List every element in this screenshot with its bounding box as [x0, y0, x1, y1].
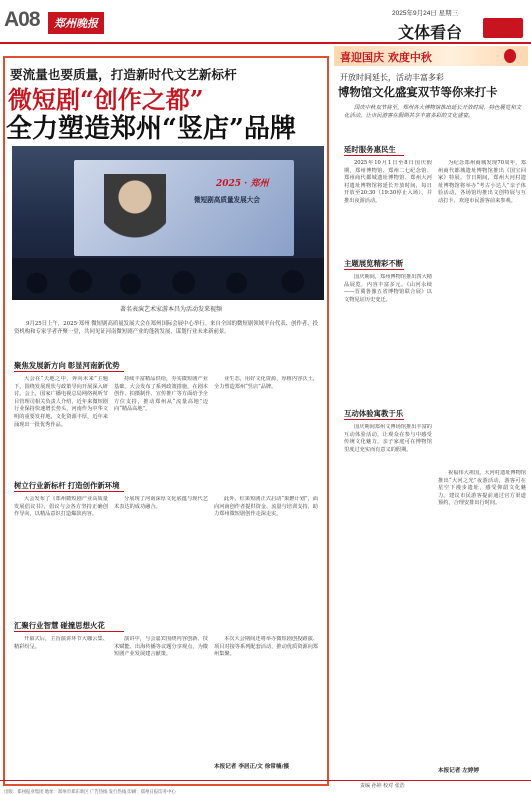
right-section-rule-1	[344, 155, 404, 156]
right-section-heading-1: 延时服务惠民生	[344, 145, 396, 154]
right-section-3-text: 国庆期间郑州文博场馆推出丰富的互动体验活动，让观众在参与中感受传统文化魅力，亲子家庭可在博物馆里度过充实而有意义的假期。	[344, 424, 432, 453]
section-rule-1	[14, 371, 124, 372]
right-section-rule-3	[344, 419, 404, 420]
speaker-figure	[104, 174, 166, 256]
right-headline: 博物馆文化盛宴双节等你来打卡	[338, 85, 498, 99]
page-label: A08	[4, 8, 40, 31]
right-col3-text-2: 祝福伟大祖国。大河村遗址博物馆推出“大河之光”夜游活动，游客可在星空下漫步遗址，感受仰韶文化魅力。建议市民游客提前通过官方渠道预约，合理安排出行时间。	[438, 470, 526, 507]
audience-silhouettes	[12, 258, 324, 300]
festival-banner	[334, 46, 528, 66]
masthead-rule	[0, 42, 531, 44]
section-heading-2: 树立行业新标杆 打造创作新环境	[14, 481, 120, 490]
section-3-col3: 本次大会期间还将举办微短剧创投路演、项目对接等系列配套活动，推动优质资源向郑州集聚。	[214, 636, 318, 658]
editors-line: 责编 孙婷 校对 张浩	[360, 783, 405, 789]
section-1-col1: 大会在“天地之中，奔向未来”主题下，围绕发展现状与政策导向开展深入研讨。会上，国家广播电视总局网络视听节目管理司相关负责人介绍，近年来微短剧行业保持快速增长势头，河南作为中华文明的重要发祥地，文化资源丰厚，近年来涌现出一批优秀作品。	[14, 376, 108, 428]
main-headline-2: 全力塑造郑州“竖店”品牌	[6, 114, 296, 144]
section-heading-1: 聚焦发展新方向 彰显河南新优势	[14, 361, 120, 370]
issue-date: 2025年9月24日 星期三	[392, 10, 459, 17]
section-1-col2: 持续丰富精品供给，夯实微短剧产业基础。大会发布了系列政策措施，在剧本创作、拍摄制作、宣传推广等方面给予全方位支持，推动郑州从“流量高地”迈向“精品高地”。	[114, 376, 208, 413]
right-lead: 国庆中秋双节将至，郑州各大博物馆推出延长开放时间、特色展览和文化活动，让市民游客在假期共享丰富多彩的文化盛宴。	[344, 105, 522, 119]
right-kicker: 开放时间延长，活动丰富多彩	[340, 73, 444, 82]
section-seal-icon	[483, 18, 523, 38]
paper-name-logo: 郑州晚报	[48, 12, 104, 34]
lantern-icon	[504, 49, 516, 63]
photo-banner-title: 微短剧高质量发展大会	[194, 197, 260, 204]
section-1-col3: 业生态，用好文化资源，厚植内容沃土，全力塑造郑州“竖店”品牌。	[214, 376, 318, 390]
section-rule-2	[14, 491, 124, 492]
right-col3-text: 为纪念郑州商城发现70周年，郑州商代都城遗址博物馆推出《国宝回家》特展。节日期间，郑州大河村遗址博物馆将举办“考古小达人”亲子体验活动，各场馆均推出文创特展与互动打卡，欢迎市民游客前来参观。	[438, 160, 526, 204]
section-2-col1: 大会发布了《郑州微短剧产业高质量发展倡议书》，倡议与会各方坚持正确创作导向，以精品意识打造爆款内容。	[14, 496, 108, 518]
section-2-col3: 此外，红果短剧正式启动“果燃计划”，面向河南创作者提供资金、流量与培训支持，助力郑州微短剧创作走深走实。	[214, 496, 318, 518]
right-section-heading-3: 互动体验寓教于乐	[344, 409, 404, 418]
section-title: 文体看台	[398, 25, 463, 42]
footer-rule	[0, 780, 531, 781]
section-3-col2: 演讲中，与会嘉宾围绕内容创新、技术赋能、出海传播等议题分享观点，为微短剧产业发展建言献策。	[114, 636, 208, 658]
main-byline: 本报记者 李居正/文 徐常楠/摄	[214, 764, 290, 770]
photo-banner-year: 2025 · 郑州	[216, 179, 269, 189]
section-2-col2: 分展现了河南深厚文化底蕴与现代艺术表达的成功融合。	[114, 496, 208, 510]
main-photo	[12, 146, 324, 300]
footer-imprint: 出版：郑州报业集团 地址：郑州市郑东新区 广告热线 发行热线 印刷：郑州日报印务中心	[4, 789, 176, 794]
section-rule-3	[14, 631, 124, 632]
lead-paragraph: 9月25日上午，2025·郑州 微短剧高质量发展大会在郑州国际会展中心举行。来自全国的微短剧领域平台代表、创作者、投资机构和专家学者齐聚一堂，共同见证河南微短剧产业的蓬勃发展，谋划行业未来新前景。	[14, 321, 318, 335]
main-kicker: 要流量也要质量，打造新时代文艺新标杆	[10, 67, 237, 82]
festival-banner-text: 喜迎国庆 欢度中秋	[340, 51, 432, 64]
section-3-col1: 开幕式后，主旨演讲环节大咖云集、精彩纷呈。	[14, 636, 108, 650]
right-section-1-text: 2025年10月1日至8日国庆假期，郑州博物馆、郑州二七纪念馆、郑州商代都城遗址博物馆、郑州大河村遗址博物馆将延长开放时间，每日开放至20:30（19:30停止入场），并推出夜游活动。	[344, 160, 432, 204]
section-heading-3: 汇聚行业智慧 碰撞思想火花	[14, 621, 105, 630]
right-section-rule-2	[344, 269, 404, 270]
right-byline: 本报记者 左婷婷	[438, 768, 480, 774]
main-headline-1: 微短剧“创作之都”	[8, 85, 204, 114]
photo-caption: 著名表演艺术家游本昌为活动发来视频	[120, 306, 223, 313]
right-section-heading-2: 主题展览精彩不断	[344, 259, 404, 268]
right-section-2-text: 国庆期间，郑州博物馆推出四大精品展览，内容丰富多元。《山河永续——晋冀鲁豫五省博物馆联合展》以文物见证历史变迁。	[344, 274, 432, 303]
